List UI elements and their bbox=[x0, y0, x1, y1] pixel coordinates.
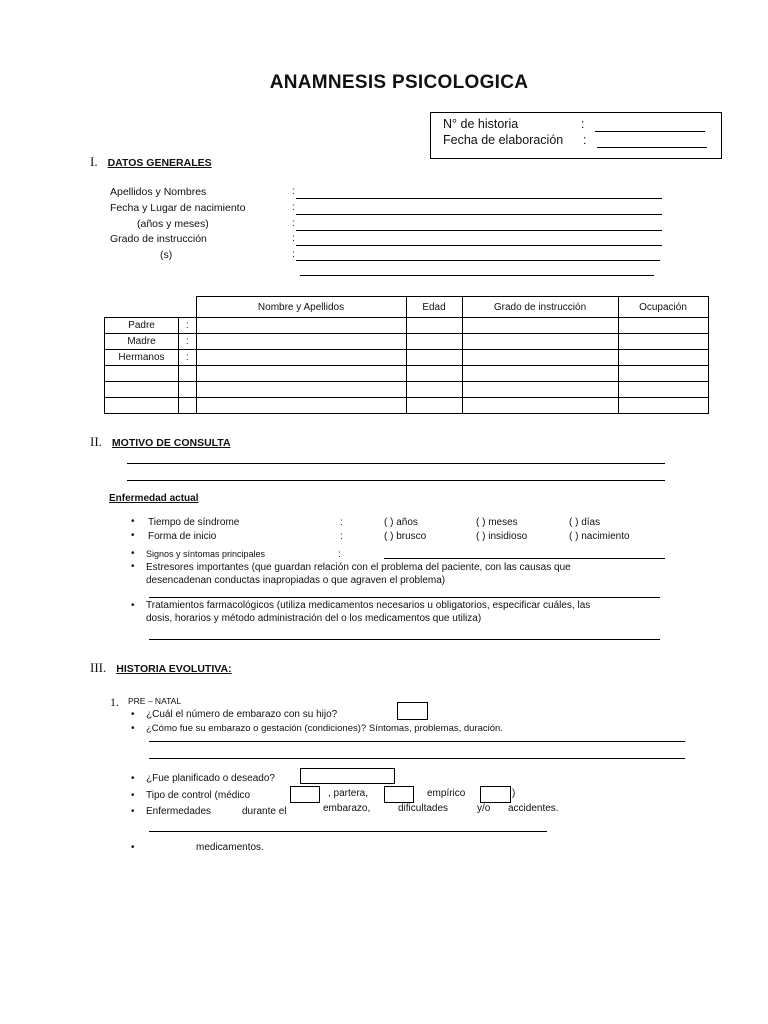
section-1-number: I. bbox=[90, 154, 98, 169]
midwife-box[interactable] bbox=[384, 786, 414, 803]
consult-line-2[interactable] bbox=[127, 480, 665, 481]
cell[interactable] bbox=[406, 366, 462, 382]
row-colon-blank bbox=[179, 382, 197, 398]
control-type-label: Tipo de control (médico bbox=[146, 790, 251, 801]
cell[interactable] bbox=[462, 350, 618, 366]
close-paren: ) bbox=[512, 788, 516, 799]
syndrome-time-label: Tiempo de síndrome bbox=[148, 517, 240, 528]
table-row bbox=[105, 350, 709, 366]
row-label: Hermanos bbox=[105, 350, 179, 366]
row-label[interactable] bbox=[105, 398, 179, 414]
header-occupation: Ocupación bbox=[618, 297, 708, 318]
stressors-text-2: desencadenan conductas inapropiadas o que agraven el problema) bbox=[146, 575, 446, 586]
table-row bbox=[105, 382, 709, 398]
cell[interactable] bbox=[196, 350, 406, 366]
and-or-label: y/o bbox=[477, 803, 491, 814]
history-box bbox=[430, 112, 722, 159]
cell[interactable] bbox=[618, 334, 708, 350]
table-row bbox=[105, 398, 709, 414]
education-line[interactable] bbox=[296, 245, 662, 246]
treatments-text-1: Tratamientos farmacológicos (utiliza medicamentos necesarios u obligatorios, especificar cuáles, las bbox=[146, 600, 591, 611]
cell[interactable] bbox=[618, 382, 708, 398]
names-label: Apellidos y Nombres bbox=[110, 186, 207, 198]
names-line[interactable] bbox=[296, 198, 662, 199]
names-colon: : bbox=[292, 186, 295, 197]
age-label: (años y meses) bbox=[137, 218, 209, 230]
row-colon: : bbox=[179, 318, 197, 334]
birth-label: Fecha y Lugar de nacimiento bbox=[110, 202, 246, 214]
section-3-heading bbox=[90, 660, 232, 676]
bullet: • bbox=[131, 516, 135, 527]
option-months[interactable]: ( ) meses bbox=[476, 517, 518, 528]
s-line-2[interactable] bbox=[300, 275, 654, 276]
bullet: • bbox=[131, 561, 135, 572]
age-line[interactable] bbox=[296, 230, 662, 231]
cell[interactable] bbox=[196, 398, 406, 414]
onset-form-colon: : bbox=[340, 531, 343, 542]
cell[interactable] bbox=[462, 318, 618, 334]
row-colon-blank bbox=[179, 366, 197, 382]
bullet: • bbox=[131, 773, 135, 784]
table-row bbox=[105, 318, 709, 334]
family-table bbox=[104, 296, 709, 414]
page-title: ANAMNESIS PSICOLOGICA bbox=[269, 72, 529, 93]
s-label: (s) bbox=[160, 249, 173, 261]
s-line[interactable] bbox=[296, 260, 660, 261]
syndrome-time-colon: : bbox=[340, 517, 343, 528]
birth-colon: : bbox=[292, 202, 295, 213]
treatments-line[interactable] bbox=[149, 639, 660, 640]
elaboration-date-colon: : bbox=[583, 133, 587, 147]
row-label[interactable] bbox=[105, 382, 179, 398]
consult-line-1[interactable] bbox=[127, 463, 665, 464]
midwife-label: , partera, bbox=[328, 788, 369, 799]
q-pregnancy-number: ¿Cuál el número de embarazo con su hijo? bbox=[146, 709, 338, 720]
s-colon: : bbox=[292, 249, 295, 260]
empirical-box[interactable] bbox=[480, 786, 511, 803]
history-number-label: N° de historia bbox=[443, 117, 519, 131]
cell[interactable] bbox=[618, 318, 708, 334]
pregnancy-how-line-1[interactable] bbox=[149, 741, 685, 742]
header-name: Nombre y Apellidos bbox=[196, 297, 406, 318]
birth-line[interactable] bbox=[296, 214, 662, 215]
signs-label: Signos y síntomas principales bbox=[146, 549, 266, 559]
header-education: Grado de instrucción bbox=[462, 297, 618, 318]
row-colon: : bbox=[179, 334, 197, 350]
empirical-label: empírico bbox=[427, 788, 466, 799]
cell[interactable] bbox=[406, 318, 462, 334]
cell[interactable] bbox=[462, 366, 618, 382]
table-header-row bbox=[105, 297, 709, 318]
cell[interactable] bbox=[462, 382, 618, 398]
cell[interactable] bbox=[406, 382, 462, 398]
illnesses-label: Enfermedades bbox=[146, 806, 212, 817]
stressors-line[interactable] bbox=[149, 597, 660, 598]
pregnancy-label: embarazo, bbox=[323, 803, 371, 814]
row-label[interactable] bbox=[105, 366, 179, 382]
bullet: • bbox=[131, 709, 135, 720]
pregnancy-number-box[interactable] bbox=[397, 702, 428, 720]
elaboration-date-line[interactable] bbox=[597, 147, 707, 148]
row-label: Madre bbox=[105, 334, 179, 350]
doctor-box[interactable] bbox=[290, 786, 320, 803]
elaboration-date-label: Fecha de elaboración bbox=[443, 133, 564, 147]
header-age: Edad bbox=[406, 297, 462, 318]
cell[interactable] bbox=[196, 318, 406, 334]
bullet: • bbox=[131, 790, 135, 801]
cell[interactable] bbox=[406, 350, 462, 366]
cell[interactable] bbox=[196, 366, 406, 382]
cell[interactable] bbox=[462, 334, 618, 350]
planned-box[interactable] bbox=[300, 768, 395, 784]
option-insidious[interactable]: ( ) insidioso bbox=[476, 531, 528, 542]
section-3-label: HISTORIA EVOLUTIVA: bbox=[116, 663, 232, 675]
section-3-number: III. bbox=[90, 660, 107, 675]
cell[interactable] bbox=[196, 382, 406, 398]
row-colon-blank bbox=[179, 398, 197, 414]
cell[interactable] bbox=[618, 350, 708, 366]
section-2-label: MOTIVO DE CONSULTA bbox=[111, 437, 231, 449]
option-days[interactable]: ( ) días bbox=[569, 517, 601, 528]
stressors-text-1: Estresores importantes (que guardan relación con el problema del paciente, con las causas que bbox=[146, 562, 571, 573]
signs-colon: : bbox=[338, 549, 341, 560]
option-sudden[interactable]: ( ) brusco bbox=[384, 531, 427, 542]
illnesses-line[interactable] bbox=[149, 831, 547, 832]
section-1-label: DATOS GENERALES bbox=[107, 157, 212, 169]
education-colon: : bbox=[292, 233, 295, 244]
q-planned: ¿Fue planificado o deseado? bbox=[146, 773, 275, 784]
row-label: Padre bbox=[105, 318, 179, 334]
history-number-colon: : bbox=[581, 117, 585, 131]
accidents-label: accidentes. bbox=[508, 803, 559, 814]
signs-line[interactable] bbox=[384, 558, 665, 559]
current-illness-label: Enfermedad actual bbox=[109, 493, 199, 504]
cell[interactable] bbox=[618, 366, 708, 382]
education-label: Grado de instrucción bbox=[110, 233, 207, 245]
q-pregnancy-how: ¿Cómo fue su embarazo o gestación (condiciones)? Síntomas, problemas, duración. bbox=[146, 723, 503, 734]
cell[interactable] bbox=[618, 398, 708, 414]
medications-label: medicamentos. bbox=[196, 842, 264, 853]
bullet: • bbox=[131, 723, 135, 734]
treatments-text-2: dosis, horarios y método administración del o los medicamentos que utiliza) bbox=[146, 613, 482, 624]
section-2-number: II. bbox=[90, 434, 102, 449]
cell[interactable] bbox=[462, 398, 618, 414]
difficulties-label: dificultades bbox=[398, 803, 449, 814]
age-colon: : bbox=[292, 218, 295, 229]
subsection-number: 1. bbox=[110, 695, 119, 709]
bullet: • bbox=[131, 842, 135, 853]
pregnancy-how-line-2[interactable] bbox=[149, 758, 685, 759]
subsection-label: PRE – NATAL bbox=[128, 696, 182, 706]
bullet: • bbox=[131, 600, 135, 611]
row-colon: : bbox=[179, 350, 197, 366]
bullet: • bbox=[131, 548, 135, 559]
cell[interactable] bbox=[406, 334, 462, 350]
cell[interactable] bbox=[406, 398, 462, 414]
section-1-heading bbox=[90, 154, 212, 170]
during-label: durante el bbox=[242, 806, 287, 817]
history-number-line[interactable] bbox=[595, 131, 705, 132]
onset-form-label: Forma de inicio bbox=[148, 531, 217, 542]
table-row bbox=[105, 366, 709, 382]
bullet: • bbox=[131, 806, 135, 817]
option-years[interactable]: ( ) años bbox=[384, 517, 418, 528]
cell[interactable] bbox=[196, 334, 406, 350]
bullet: • bbox=[131, 530, 135, 541]
section-2-heading bbox=[90, 434, 231, 450]
table-row bbox=[105, 334, 709, 350]
option-birth[interactable]: ( ) nacimiento bbox=[569, 531, 630, 542]
